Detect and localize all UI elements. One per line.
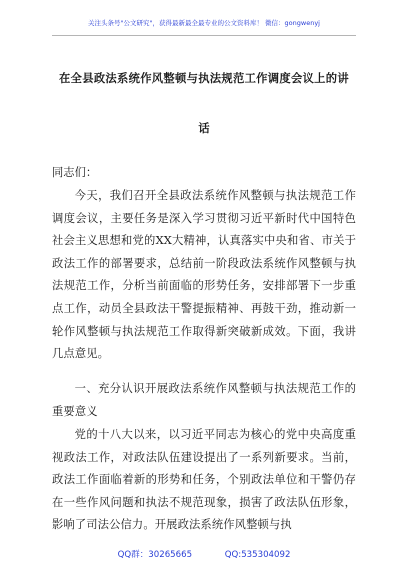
- section-heading-1: 一、充分认识开展政法系统作风整顿与执法规范工作的重要意义: [52, 382, 356, 418]
- header-banner: 关注头条号"公文研究"，获得最新最全最专业的公文资料库！ 微信：gongwenyj: [88, 19, 320, 27]
- paragraph-opening: 今天，我们召开全县政法系统作风整顿与执法规范工作调度会议，主要任务是深入学习贯彻习近平新时代中国特色社会主义思想和党的XX大精神，认真落实中央和省、市关于政法工作的部署要求，总结前一阶段政法系统作风整顿与执法规范工作，分析当前面临的形势任务，安排部署下一步重点工作，动员全县政法干警提振精神、再鼓干劲，推动新一轮作风整顿与执法规范工作取得新突破新成效。下面，我讲几点意见。: [52, 189, 356, 361]
- document-title: 在全县政法系统作风整顿与执法规范工作调度会议上的讲: [59, 71, 349, 85]
- paragraph-section-1: 党的十八大以来，以习近平同志为核心的党中央高度重视政法工作，对政法队伍建设提出了一系列新要求。当前，政法工作面临着新的形势和任务，个别政法单位和干警仍存在一些作风问题和执法不规范现象，损害了政法队伍形象，影响了司法公信力。开展政法系统作风整顿与执: [52, 428, 356, 532]
- header-divider: [52, 35, 356, 36]
- footer-qq-number: QQ:535304092: [224, 550, 291, 560]
- salutation: 同志们：: [52, 166, 98, 179]
- footer-contact: [0, 548, 408, 560]
- document-title-continuation: 话: [198, 121, 210, 135]
- footer-qq-group: QQ群：30265665: [117, 550, 193, 560]
